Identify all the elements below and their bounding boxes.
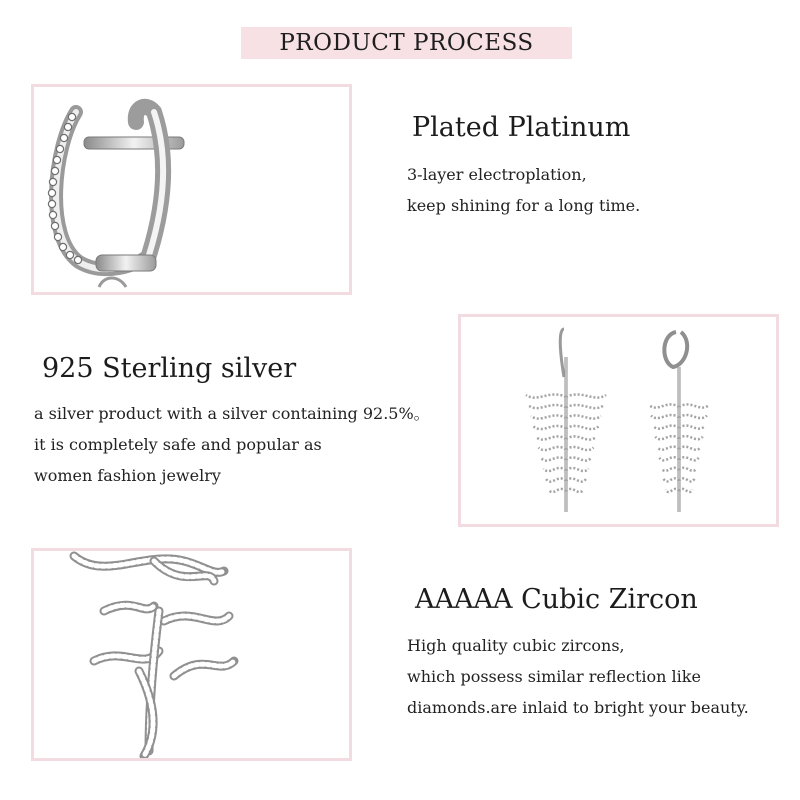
banner-title: PRODUCT PROCESS — [279, 30, 534, 56]
desc-line: it is completely safe and popular as — [34, 435, 322, 454]
desc-line: women fashion jewelry — [34, 466, 221, 485]
section-title-plated-platinum: Plated Platinum — [412, 112, 631, 143]
desc-line: High quality cubic zircons, — [407, 636, 625, 655]
desc-line: a silver product with a silver containing 92.5%。 — [34, 404, 430, 423]
section-desc-plated-platinum — [407, 159, 640, 221]
desc-line: 3-layer electroplation, — [407, 165, 587, 184]
section-title-cubic-zircon: AAAAA Cubic Zircon — [415, 584, 698, 615]
product-image-pair — [458, 314, 779, 527]
section-title-sterling-silver: 925 Sterling silver — [42, 353, 297, 384]
section-banner — [241, 27, 572, 59]
section-desc-sterling-silver — [34, 398, 430, 491]
desc-line: keep shining for a long time. — [407, 196, 641, 215]
earrings-pair-illustration — [461, 317, 776, 524]
section-desc-cubic-zircon — [407, 630, 749, 723]
earring-hoop-illustration — [34, 87, 349, 292]
zircon-leaves-illustration — [34, 551, 349, 758]
product-image-hoop — [31, 84, 352, 295]
product-image-zircon — [31, 548, 352, 761]
desc-line: which possess similar reflection like — [407, 667, 701, 686]
desc-line: diamonds.are inlaid to bright your beauty. — [407, 698, 749, 717]
